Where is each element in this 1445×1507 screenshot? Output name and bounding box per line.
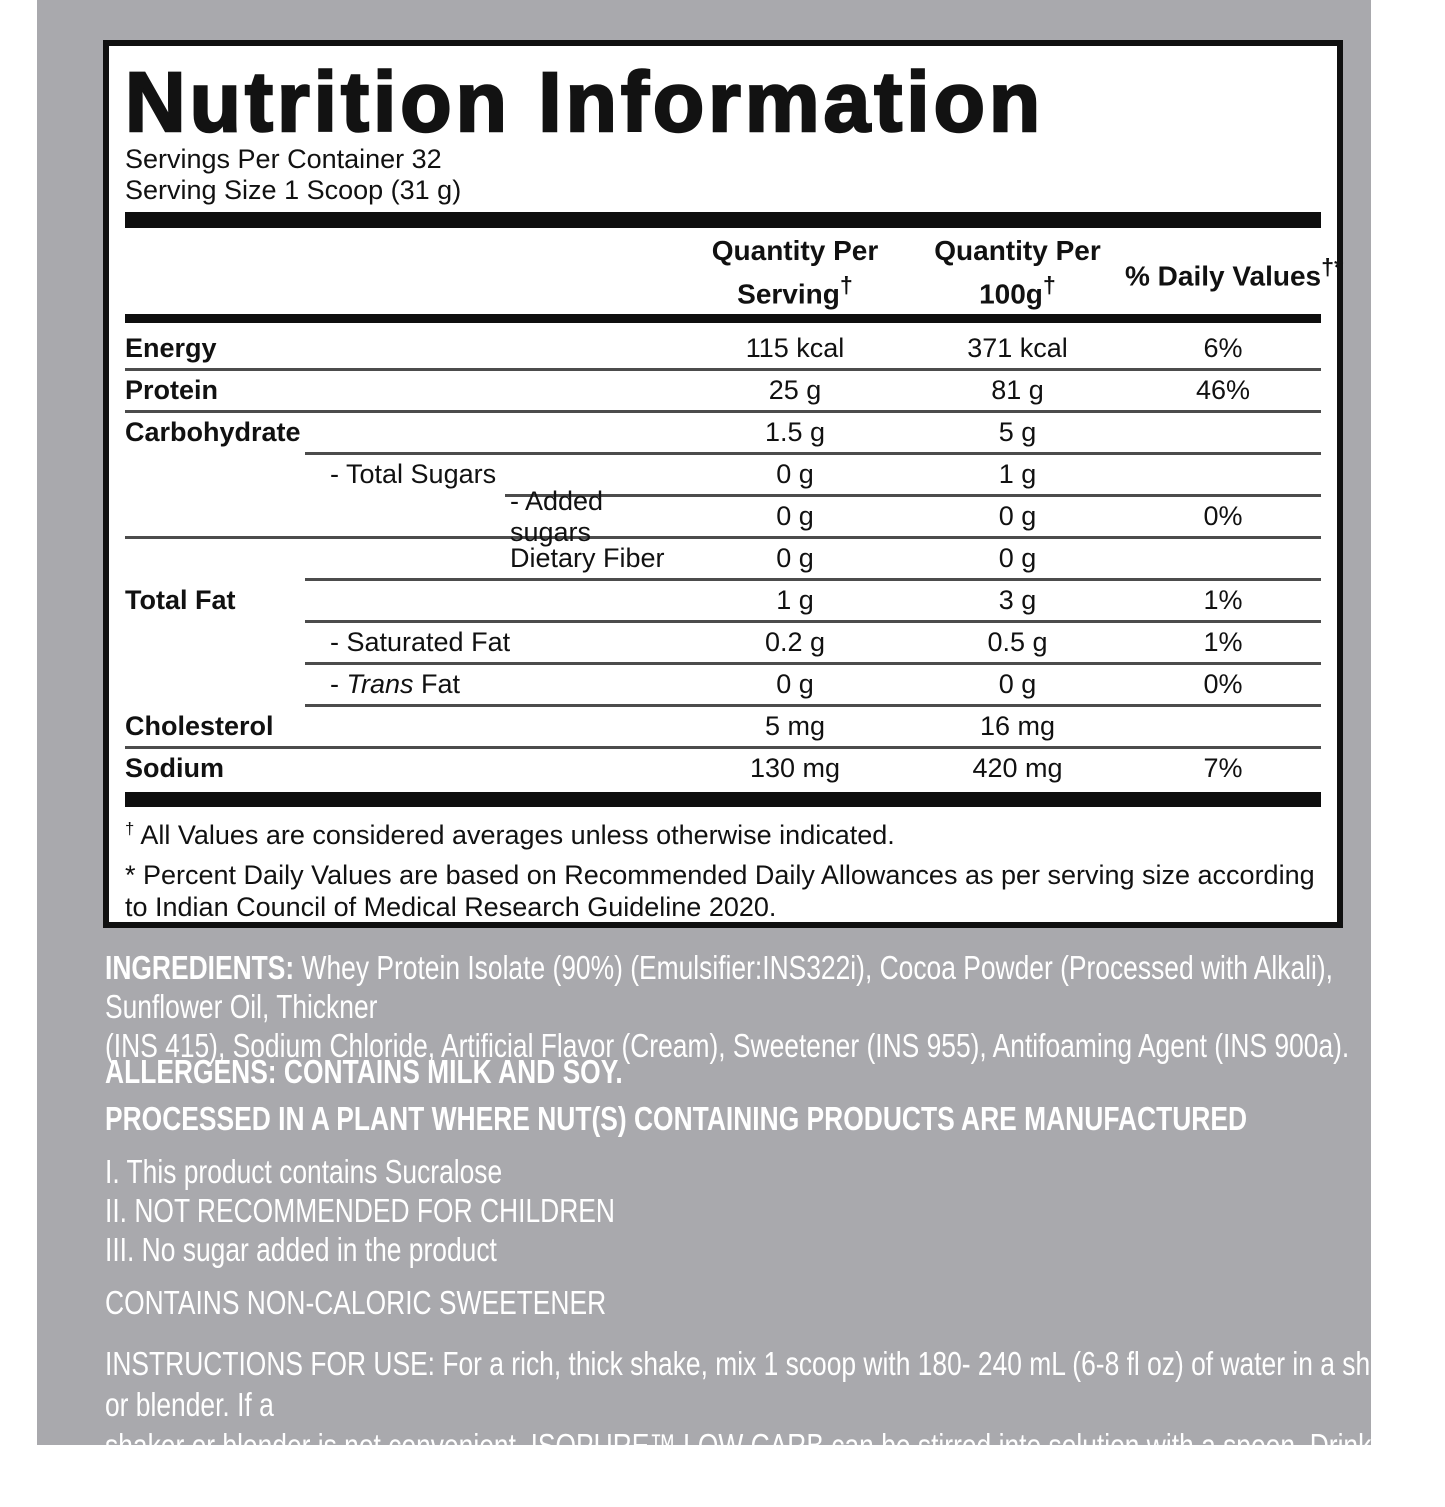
per-serving-value: 0 g (776, 501, 814, 531)
nutrient-label: Cholesterol (125, 711, 274, 741)
table-row (125, 371, 1321, 410)
per-serving-value: 0 g (776, 459, 814, 489)
footnote-dagger-text: All Values are considered averages unless otherwise indicated. (134, 820, 895, 850)
per-serving-value: 0.2 g (764, 627, 826, 657)
nutrient-label: Protein (125, 375, 219, 405)
header-daily-values-sup: †* (1321, 254, 1344, 281)
instructions-section (105, 1343, 1433, 1507)
footnote-star-line2: to Indian Council of Medical Research Guideline 2020. (125, 892, 777, 922)
table-row (125, 329, 1321, 368)
ingredients-line1-rest: Whey Protein Isolate (90%) (Emulsifier:INS322i), Cocoa Powder (Processed with Alkali), Sunflower Oil, Thickner (105, 949, 1334, 1025)
separator-bar-bottom (125, 792, 1321, 807)
note-line: III. No sugar added in the product (105, 1231, 497, 1268)
nutrition-panel-inner (109, 46, 1344, 923)
note-line: II. NOT RECOMMENDED FOR CHILDREN (105, 1192, 615, 1229)
nutrient-label: Total Fat (125, 585, 236, 615)
per-serving-value: 130 mg (749, 753, 841, 783)
per-100g-value: 0 g (998, 501, 1037, 531)
per-100g-value: 371 kcal (967, 333, 1068, 363)
daily-value: 7% (1203, 753, 1243, 783)
header-per-serving-line1: Quantity Per (711, 234, 879, 266)
separator-bar-top (125, 212, 1321, 228)
table-row (125, 707, 1321, 746)
daily-value: 46% (1195, 375, 1251, 405)
header-per-100g (910, 233, 1125, 311)
instructions-line2: shaker or blender is not convenient, ISOPURE™ LOW CARB can be stirred into solution with a spoon. Drink two servings daily. (105, 1427, 1420, 1505)
daily-value: 1% (1203, 627, 1243, 657)
header-per-serving (680, 233, 910, 311)
table-header-row (125, 234, 1344, 310)
allergens-line2: PROCESSED IN A PLANT WHERE NUT(S) CONTAINING PRODUCTS ARE MANUFACTURED (105, 1100, 1248, 1137)
header-per-100g-line1: Quantity Per (934, 234, 1101, 266)
table-row (125, 581, 1321, 620)
notes-section (105, 1152, 1377, 1269)
per-serving-value: 0 g (776, 669, 814, 699)
panel-title: Nutrition Information (125, 55, 1045, 149)
nutrient-label-italic: Trans (346, 669, 414, 699)
table-row (125, 413, 1321, 452)
nutrient-label: - Trans Fat (330, 669, 461, 699)
note-line: I. This product contains Sucralose (105, 1153, 503, 1190)
servings-per-container: Servings Per Container 32 (125, 144, 442, 174)
nutrition-table-body (125, 323, 1321, 788)
serving-size: Serving Size 1 Scoop (31 g) (125, 175, 462, 205)
per-100g-value: 0.5 g (987, 627, 1048, 657)
sweetener-note: CONTAINS NON-CALORIC SWEETENER (105, 1284, 607, 1321)
nutrient-label: - Added sugars (510, 485, 604, 547)
per-serving-value: 25 g (768, 375, 822, 405)
separator-bar-header (125, 314, 1321, 323)
header-per-100g-sup: † (1042, 271, 1056, 298)
table-row (125, 539, 1321, 578)
instructions-line1: INSTRUCTIONS FOR USE: For a rich, thick shake, mix 1 scoop with 180- 240 mL (6-8 fl oz) of water in a shaker or blender. If a (105, 1345, 1422, 1423)
table-row (125, 485, 1321, 547)
per-100g-value: 420 mg (972, 753, 1063, 783)
per-serving-value: 1 g (776, 585, 814, 615)
nutrient-label: - Total Sugars (330, 459, 497, 489)
per-100g-value: 0 g (998, 543, 1037, 573)
per-serving-value: 1.5 g (764, 417, 826, 447)
footnote-star (125, 859, 1321, 923)
daily-value: 0% (1203, 669, 1243, 699)
per-100g-value: 3 g (998, 585, 1037, 615)
header-per-serving-line2: Serving (737, 278, 840, 310)
nutrient-label: Energy (125, 333, 217, 363)
ingredients-heading: INGREDIENTS: (105, 949, 295, 986)
header-daily-values-text: % Daily Values (1125, 260, 1322, 292)
daily-value: 6% (1203, 333, 1243, 363)
per-100g-value: 0 g (998, 669, 1037, 699)
nutrient-label: Dietary Fiber (510, 543, 665, 573)
ingredients-line2: (INS 415), Sodium Chloride, Artificial Flavor (Cream), Sweetener (INS 955), Antifoaming Agent (INS 900a). (105, 1027, 1350, 1064)
nutrition-panel (103, 40, 1343, 928)
per-100g-value: 1 g (998, 459, 1037, 489)
header-per-serving-sup: † (839, 271, 853, 298)
ingredients-line1 (105, 948, 1377, 1026)
header-daily-values (1125, 250, 1344, 293)
table-row (125, 665, 1321, 704)
table-row (125, 749, 1321, 788)
daily-value: 1% (1203, 585, 1243, 615)
daily-value: 0% (1203, 501, 1243, 531)
allergens-line1: ALLERGENS: CONTAINS MILK AND SOY. (105, 1053, 623, 1090)
per-100g-value: 81 g (991, 375, 1044, 405)
per-100g-value: 5 g (998, 417, 1037, 447)
nutrient-label: Sodium (125, 753, 224, 783)
per-100g-value: 16 mg (979, 711, 1056, 741)
nutrient-label: Carbohydrate (125, 417, 301, 447)
header-per-100g-line2: 100g (979, 278, 1043, 310)
per-serving-value: 0 g (776, 543, 814, 573)
per-serving-value: 5 mg (764, 711, 826, 741)
footnote-dagger-symbol: † (125, 819, 135, 838)
table-row (125, 623, 1321, 662)
allergens-section (105, 1048, 1377, 1142)
footnote-star-line1: * Percent Daily Values are based on Recommended Daily Allowances as per serving size according (125, 860, 1315, 890)
footnote-dagger (125, 813, 1321, 851)
per-serving-value: 115 kcal (745, 333, 845, 363)
nutrient-label: - Saturated Fat (330, 627, 511, 657)
